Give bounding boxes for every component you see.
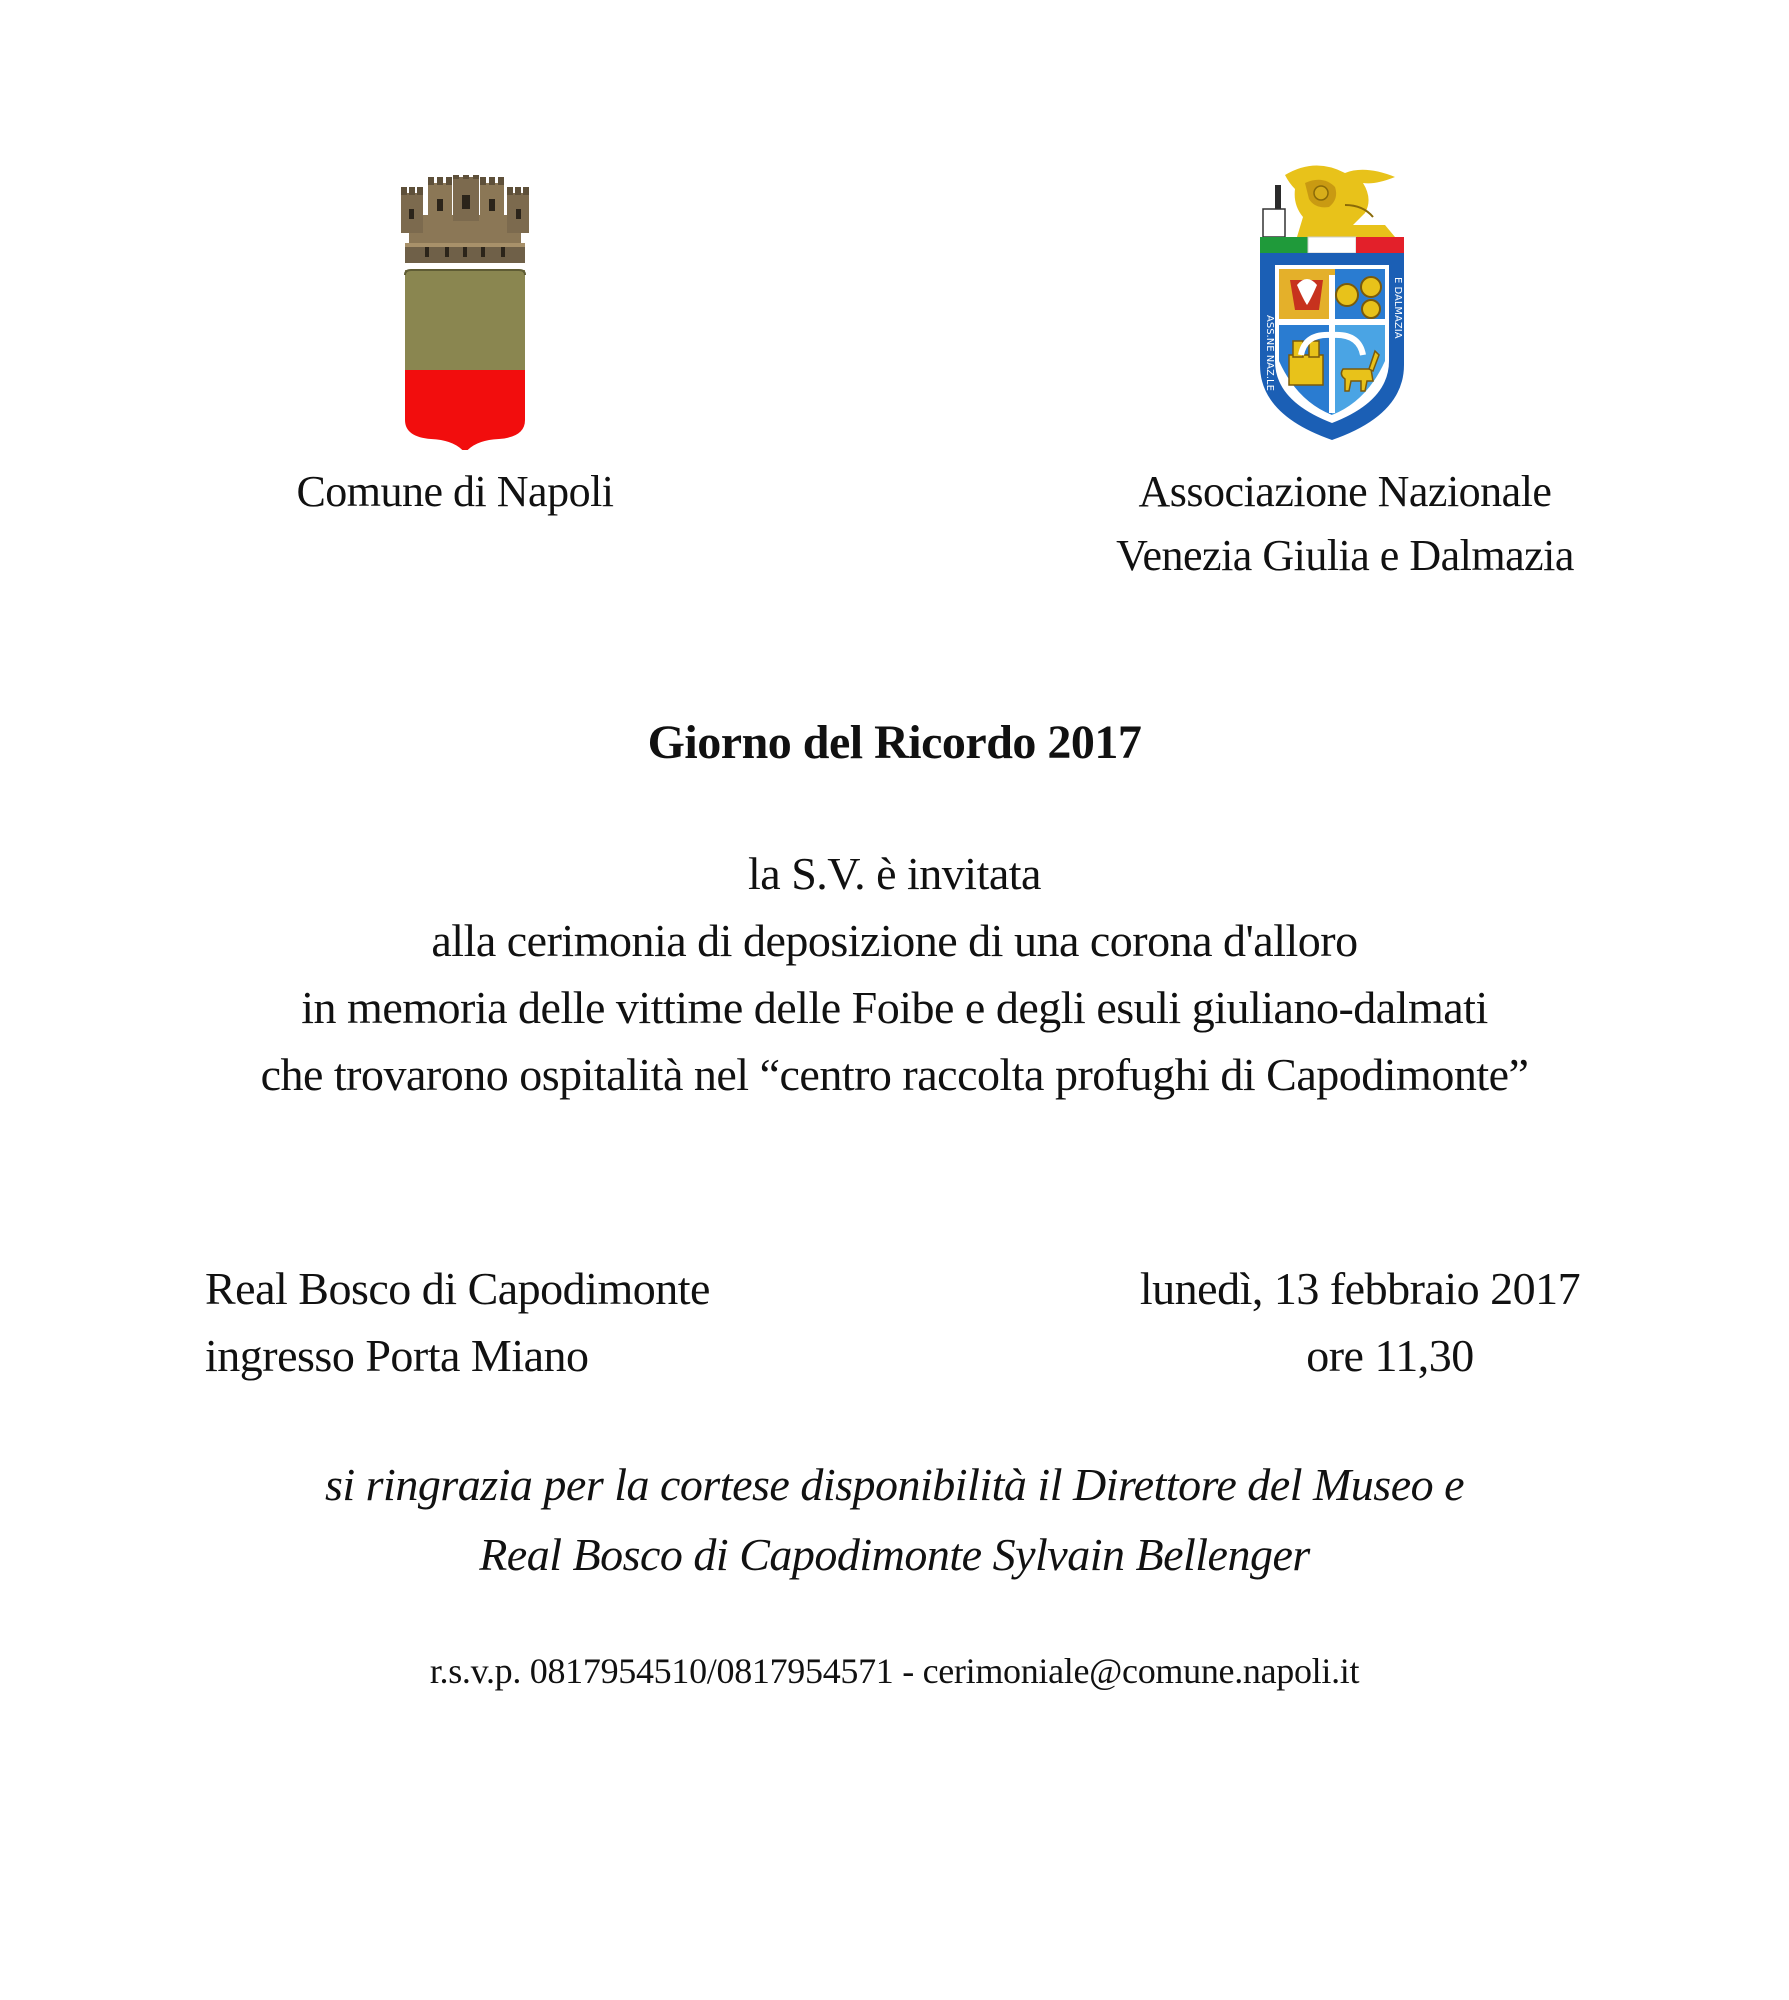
rsvp-contact: r.s.v.p. 0817954510/0817954571 - cerimoniale@comune.napoli.it <box>429 1651 1360 1691</box>
acknowledgement-line-2: Real Bosco di Capodimonte Sylvain Bellenger <box>479 1529 1310 1580</box>
anvgd-emblem <box>1245 165 1420 445</box>
invitation-text <box>0 840 1789 1108</box>
venue-entrance: ingresso Porta Miano <box>205 1330 589 1381</box>
acknowledgement <box>0 1450 1789 1590</box>
invitation-line-1: la S.V. è invitata <box>748 848 1041 899</box>
svg-text:ASS.NE NAZ.LE: ASS.NE NAZ.LE <box>1264 315 1275 391</box>
date-time-block <box>1130 1255 1590 1389</box>
lion-icon <box>1285 165 1395 237</box>
comune-di-napoli-caption <box>250 460 660 524</box>
page-title: Giorno del Ricordo 2017 <box>647 716 1142 769</box>
event-time: ore 11,30 <box>1306 1330 1474 1381</box>
invitation-line-2: alla cerimonia di deposizione di una corona d'alloro <box>431 915 1358 966</box>
right-org-line-1: Associazione Nazionale <box>1138 467 1552 516</box>
right-org-line-2: Venezia Giulia e Dalmazia <box>1116 531 1574 580</box>
left-org-name: Comune di Napoli <box>296 467 614 516</box>
comune-di-napoli-emblem <box>395 175 535 450</box>
venue-name: Real Bosco di Capodimonte <box>205 1263 710 1314</box>
svg-text:E DALMAZIA: E DALMAZIA <box>1392 277 1403 339</box>
venue-block <box>205 1255 710 1389</box>
invitation-line-3: in memoria delle vittime delle Foibe e degli esuli giuliano-dalmati <box>301 982 1488 1033</box>
acknowledgement-line-1: si ringrazia per la cortese disponibilità il Direttore del Museo e <box>324 1459 1465 1510</box>
event-date: lunedì, 13 febbraio 2017 <box>1139 1263 1581 1314</box>
invitation-line-4: che trovarono ospitalità nel “centro raccolta profughi di Capodimonte” <box>260 1049 1529 1100</box>
anvgd-caption <box>1080 460 1610 588</box>
